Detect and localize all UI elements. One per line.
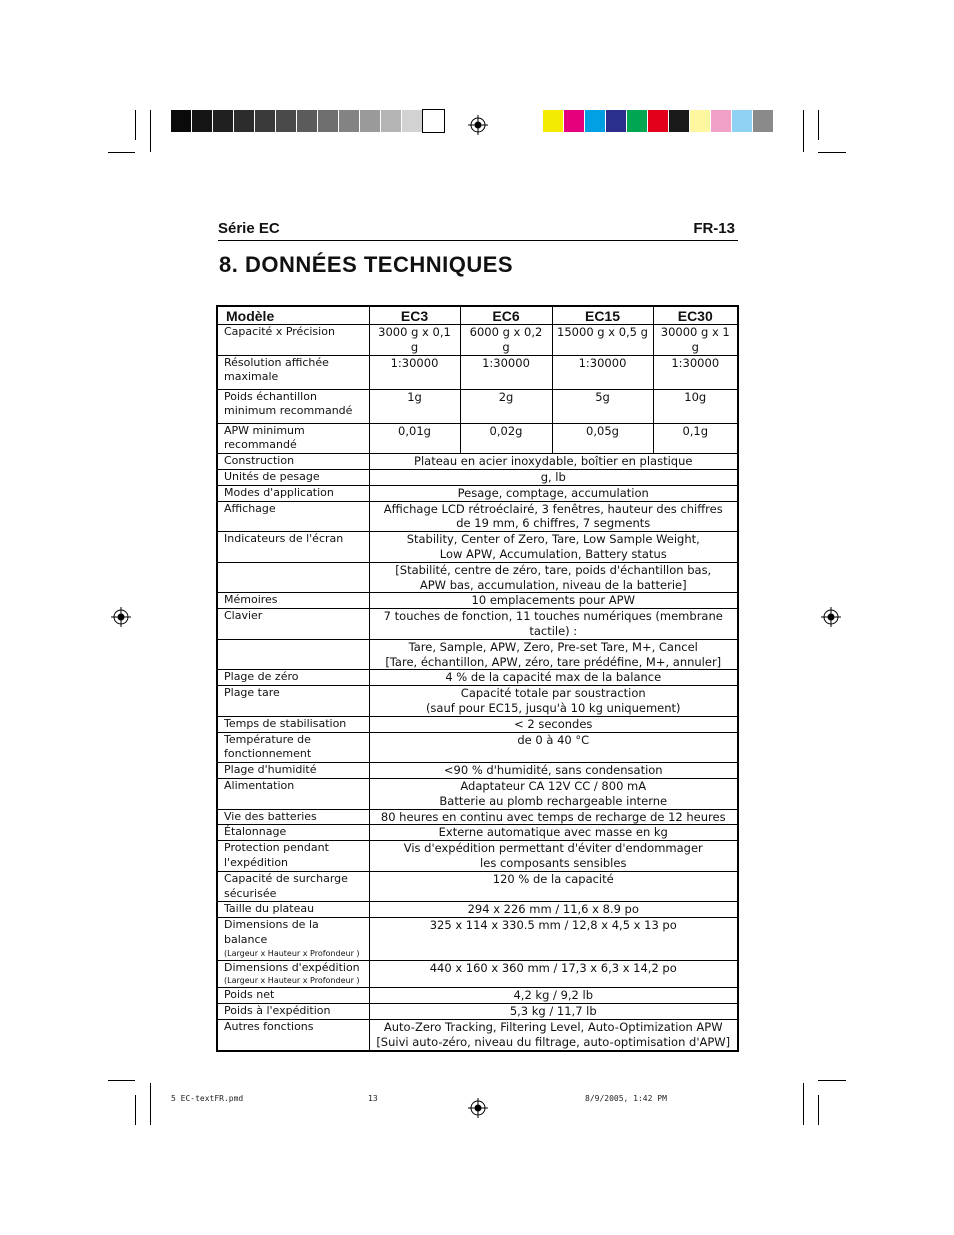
spec-label-text: Dimensions d'expédition bbox=[224, 960, 360, 974]
color-swatch bbox=[339, 110, 360, 132]
spec-label bbox=[217, 423, 369, 454]
color-swatch bbox=[753, 110, 774, 132]
spec-label-text: Clavier bbox=[224, 609, 263, 623]
specifications-table bbox=[216, 305, 739, 1052]
spec-label-text: Taille du plateau bbox=[224, 902, 315, 916]
table-row bbox=[217, 1004, 738, 1020]
crop-mark bbox=[150, 1083, 151, 1125]
spec-label-text: Affichage bbox=[224, 501, 276, 515]
spec-label bbox=[217, 988, 369, 1004]
spec-label bbox=[217, 389, 369, 423]
table-row bbox=[217, 639, 738, 670]
spec-value-cell: 7 touches de fonction, 11 touches numériques (membrane tactile) : bbox=[369, 609, 738, 640]
spec-sublabel: (Largeur x Hauteur x Profondeur ) bbox=[224, 976, 360, 986]
spec-label bbox=[217, 454, 369, 470]
color-swatch bbox=[213, 110, 234, 132]
spec-label-text: Résolution affichée maximale bbox=[224, 355, 329, 384]
spec-label-text: Protection pendant l'expédition bbox=[224, 841, 329, 869]
spec-value-cell: 5g bbox=[552, 389, 653, 423]
spec-value-cell: Externe automatique avec masse en kg bbox=[369, 825, 738, 841]
spec-label bbox=[217, 1004, 369, 1020]
spec-value-cell: 5,3 kg / 11,7 lb bbox=[369, 1004, 738, 1020]
color-swatch bbox=[423, 110, 444, 132]
spec-value-cell: 1g bbox=[369, 389, 460, 423]
spec-label-text: Modes d'application bbox=[224, 485, 334, 499]
column-header-ec3: EC3 bbox=[369, 306, 460, 325]
table-row bbox=[217, 988, 738, 1004]
section-title: 8. DONNÉES TECHNIQUES bbox=[219, 252, 514, 277]
crop-mark bbox=[108, 1080, 135, 1081]
spec-value-cell: 2g bbox=[460, 389, 552, 423]
spec-value-cell: 80 heures en continu avec temps de recharge de 12 heures bbox=[369, 809, 738, 825]
color-swatch bbox=[690, 110, 711, 132]
spec-value-cell: 120 % de la capacité bbox=[369, 871, 738, 902]
table-row bbox=[217, 469, 738, 485]
table-row bbox=[217, 389, 738, 423]
page-number-label: FR-13 bbox=[693, 220, 735, 237]
table-row bbox=[217, 1020, 738, 1051]
crop-mark bbox=[135, 1095, 136, 1125]
color-swatch bbox=[711, 110, 732, 132]
spec-label-text: Poids net bbox=[224, 988, 275, 1002]
spec-label bbox=[217, 609, 369, 640]
footer-date: 8/9/2005, 1:42 PM bbox=[585, 1094, 667, 1103]
color-swatch bbox=[564, 110, 585, 132]
spec-value-cell: <90 % d'humidité, sans condensation bbox=[369, 763, 738, 779]
series-label: Série EC bbox=[218, 220, 280, 237]
spec-value-cell: de 0 à 40 °C bbox=[369, 732, 738, 763]
table-row bbox=[217, 562, 738, 593]
color-swatch bbox=[606, 110, 627, 132]
color-swatch bbox=[585, 110, 606, 132]
table-row bbox=[217, 423, 738, 454]
color-swatch bbox=[234, 110, 255, 132]
column-header-ec6: EC6 bbox=[460, 306, 552, 325]
spec-value-cell: Stability, Center of Zero, Tare, Low Sample Weight, Low APW, Accumulation, Battery status bbox=[369, 532, 738, 563]
column-header-ec15: EC15 bbox=[552, 306, 653, 325]
spec-label bbox=[217, 562, 369, 593]
spec-value-cell: 1:30000 bbox=[552, 355, 653, 389]
spec-label bbox=[217, 325, 369, 356]
spec-value-cell: 440 x 160 x 360 mm / 17,3 x 6,3 x 14,2 po bbox=[369, 960, 738, 988]
spec-value-cell: Capacité totale par soustraction (sauf pour EC15, jusqu'à 10 kg uniquement) bbox=[369, 686, 738, 717]
spec-label bbox=[217, 809, 369, 825]
crop-mark bbox=[818, 152, 846, 153]
spec-label-text: APW minimum recommandé bbox=[224, 423, 305, 452]
spec-label-text: Plage d'humidité bbox=[224, 763, 317, 777]
spec-value-cell: 30000 g x 1 g bbox=[653, 325, 738, 356]
crop-mark bbox=[135, 110, 136, 140]
color-swatch bbox=[255, 110, 276, 132]
spec-value-cell: Pesage, comptage, accumulation bbox=[369, 485, 738, 501]
table-row bbox=[217, 871, 738, 902]
gray-calibration-bar bbox=[171, 110, 444, 132]
spec-value-cell: Tare, Sample, APW, Zero, Pre-set Tare, M+, Cancel [Tare, échantillon, APW, zéro, tare prédéfine, M+, annuler] bbox=[369, 639, 738, 670]
crop-mark bbox=[818, 110, 819, 140]
color-swatch bbox=[318, 110, 339, 132]
column-header-ec30: EC30 bbox=[653, 306, 738, 325]
table-row bbox=[217, 960, 738, 988]
spec-label bbox=[217, 763, 369, 779]
color-swatch bbox=[543, 110, 564, 132]
spec-value-cell: Plateau en acier inoxydable, boîtier en plastique bbox=[369, 454, 738, 470]
color-swatch bbox=[171, 110, 192, 132]
spec-label bbox=[217, 778, 369, 809]
spec-label-text: Dimensions de la balance bbox=[224, 918, 319, 946]
spec-value-cell: 0,05g bbox=[552, 423, 653, 454]
table-row bbox=[217, 609, 738, 640]
spec-value-cell: 3000 g x 0,1 g bbox=[369, 325, 460, 356]
crop-mark bbox=[150, 110, 151, 152]
spec-label-text: Indicateurs de l'écran bbox=[224, 532, 344, 546]
table-row bbox=[217, 454, 738, 470]
spec-value-cell: 0,02g bbox=[460, 423, 552, 454]
spec-label-text: Autres fonctions bbox=[224, 1020, 314, 1034]
spec-label bbox=[217, 469, 369, 485]
spec-label-text: Étalonnage bbox=[224, 825, 287, 839]
table-row bbox=[217, 778, 738, 809]
spec-label-text: Alimentation bbox=[224, 778, 295, 792]
color-swatch bbox=[192, 110, 213, 132]
spec-label bbox=[217, 918, 369, 961]
spec-value-cell: Auto-Zero Tracking, Filtering Level, Auto-Optimization APW [Suivi auto-zéro, niveau du filtrage, auto-optimisation d'APW] bbox=[369, 1020, 738, 1051]
spec-label-text: Capacité x Précision bbox=[224, 325, 335, 338]
spec-label bbox=[217, 639, 369, 670]
crosshair-target-icon bbox=[468, 1098, 488, 1118]
table-row bbox=[217, 716, 738, 732]
spec-label-text: Unités de pesage bbox=[224, 469, 320, 483]
color-swatch bbox=[360, 110, 381, 132]
spec-label-text: Capacité de surcharge sécurisée bbox=[224, 871, 348, 900]
spec-value-cell: 10 emplacements pour APW bbox=[369, 593, 738, 609]
color-swatch bbox=[627, 110, 648, 132]
spec-value-cell: Vis d'expédition permettant d'éviter d'endommager les composants sensibles bbox=[369, 841, 738, 872]
table-row bbox=[217, 809, 738, 825]
spec-label-text: Vie des batteries bbox=[224, 809, 317, 823]
spec-label-text: Température de fonctionnement bbox=[224, 732, 312, 761]
spec-label bbox=[217, 485, 369, 501]
color-swatch bbox=[297, 110, 318, 132]
color-swatch bbox=[732, 110, 753, 132]
spec-label bbox=[217, 716, 369, 732]
color-swatch bbox=[669, 110, 690, 132]
footer-page-number: 13 bbox=[368, 1094, 378, 1103]
spec-label-text: Temps de stabilisation bbox=[224, 716, 347, 730]
crop-mark bbox=[803, 1083, 804, 1125]
table-row bbox=[217, 532, 738, 563]
spec-value-cell: 1:30000 bbox=[369, 355, 460, 389]
table-row bbox=[217, 763, 738, 779]
crosshair-target-icon bbox=[821, 607, 841, 627]
spec-label bbox=[217, 902, 369, 918]
spec-label bbox=[217, 355, 369, 389]
spec-value-cell: < 2 secondes bbox=[369, 716, 738, 732]
spec-label-text: Construction bbox=[224, 454, 295, 468]
table-row bbox=[217, 686, 738, 717]
spec-label-text: Poids échantillon minimum recommandé bbox=[224, 389, 353, 418]
spec-label-text: Plage de zéro bbox=[224, 670, 299, 684]
table-row bbox=[217, 825, 738, 841]
crop-mark bbox=[108, 152, 135, 153]
spec-label bbox=[217, 670, 369, 686]
spec-value-cell: 325 x 114 x 330.5 mm / 12,8 x 4,5 x 13 po bbox=[369, 918, 738, 961]
spec-value-cell: 6000 g x 0,2 g bbox=[460, 325, 552, 356]
spec-value-cell: 0,01g bbox=[369, 423, 460, 454]
spec-label-text: Plage tare bbox=[224, 686, 280, 700]
footer-file-name: 5 EC-textFR.pmd bbox=[171, 1094, 244, 1103]
spec-value-cell: Affichage LCD rétroéclairé, 3 fenêtres, hauteur des chiffres de 19 mm, 6 chiffres, 7 segments bbox=[369, 501, 738, 532]
spec-value-cell: 4 % de la capacité max de la balance bbox=[369, 670, 738, 686]
spec-value-cell: 294 x 226 mm / 11,6 x 8.9 po bbox=[369, 902, 738, 918]
spec-value-cell: 1:30000 bbox=[653, 355, 738, 389]
color-swatch bbox=[276, 110, 297, 132]
spec-label bbox=[217, 732, 369, 763]
table-row bbox=[217, 732, 738, 763]
spec-label bbox=[217, 871, 369, 902]
header-rule bbox=[218, 240, 738, 241]
table-row bbox=[217, 501, 738, 532]
color-swatch bbox=[648, 110, 669, 132]
table-row bbox=[217, 918, 738, 961]
table-row bbox=[217, 902, 738, 918]
color-swatch bbox=[381, 110, 402, 132]
color-calibration-bar bbox=[543, 110, 774, 132]
spec-value-cell: 15000 g x 0,5 g bbox=[552, 325, 653, 356]
spec-value-cell: [Stabilité, centre de zéro, tare, poids d'échantillon bas, APW bas, accumulation, niveau de la batterie] bbox=[369, 562, 738, 593]
spec-value-cell: 0,1g bbox=[653, 423, 738, 454]
crosshair-target-icon bbox=[468, 115, 488, 135]
crosshair-target-icon bbox=[111, 607, 131, 627]
crop-mark bbox=[803, 110, 804, 152]
crop-mark bbox=[818, 1095, 819, 1125]
table-row bbox=[217, 355, 738, 389]
spec-value-cell: Adaptateur CA 12V CC / 800 mA Batterie au plomb rechargeable interne bbox=[369, 778, 738, 809]
table-row bbox=[217, 670, 738, 686]
spec-label bbox=[217, 501, 369, 532]
spec-value-cell: 4,2 kg / 9,2 lb bbox=[369, 988, 738, 1004]
spec-label bbox=[217, 825, 369, 841]
crop-mark bbox=[818, 1080, 846, 1081]
spec-label bbox=[217, 1020, 369, 1051]
spec-value-cell: 1:30000 bbox=[460, 355, 552, 389]
table-row bbox=[217, 593, 738, 609]
spec-label-text: Poids à l'expédition bbox=[224, 1004, 331, 1018]
column-header-model: Modèle bbox=[217, 306, 369, 325]
spec-label bbox=[217, 593, 369, 609]
color-swatch bbox=[402, 110, 423, 132]
table-row bbox=[217, 325, 738, 356]
spec-value-cell: g, lb bbox=[369, 469, 738, 485]
spec-label bbox=[217, 532, 369, 563]
table-row bbox=[217, 485, 738, 501]
table-row bbox=[217, 841, 738, 872]
spec-label bbox=[217, 686, 369, 717]
spec-sublabel: (Largeur x Hauteur x Profondeur ) bbox=[224, 948, 360, 958]
spec-label bbox=[217, 841, 369, 872]
table-header-row bbox=[217, 306, 738, 325]
spec-value-cell: 10g bbox=[653, 389, 738, 423]
spec-label bbox=[217, 960, 369, 988]
spec-label-text: Mémoires bbox=[224, 593, 278, 607]
